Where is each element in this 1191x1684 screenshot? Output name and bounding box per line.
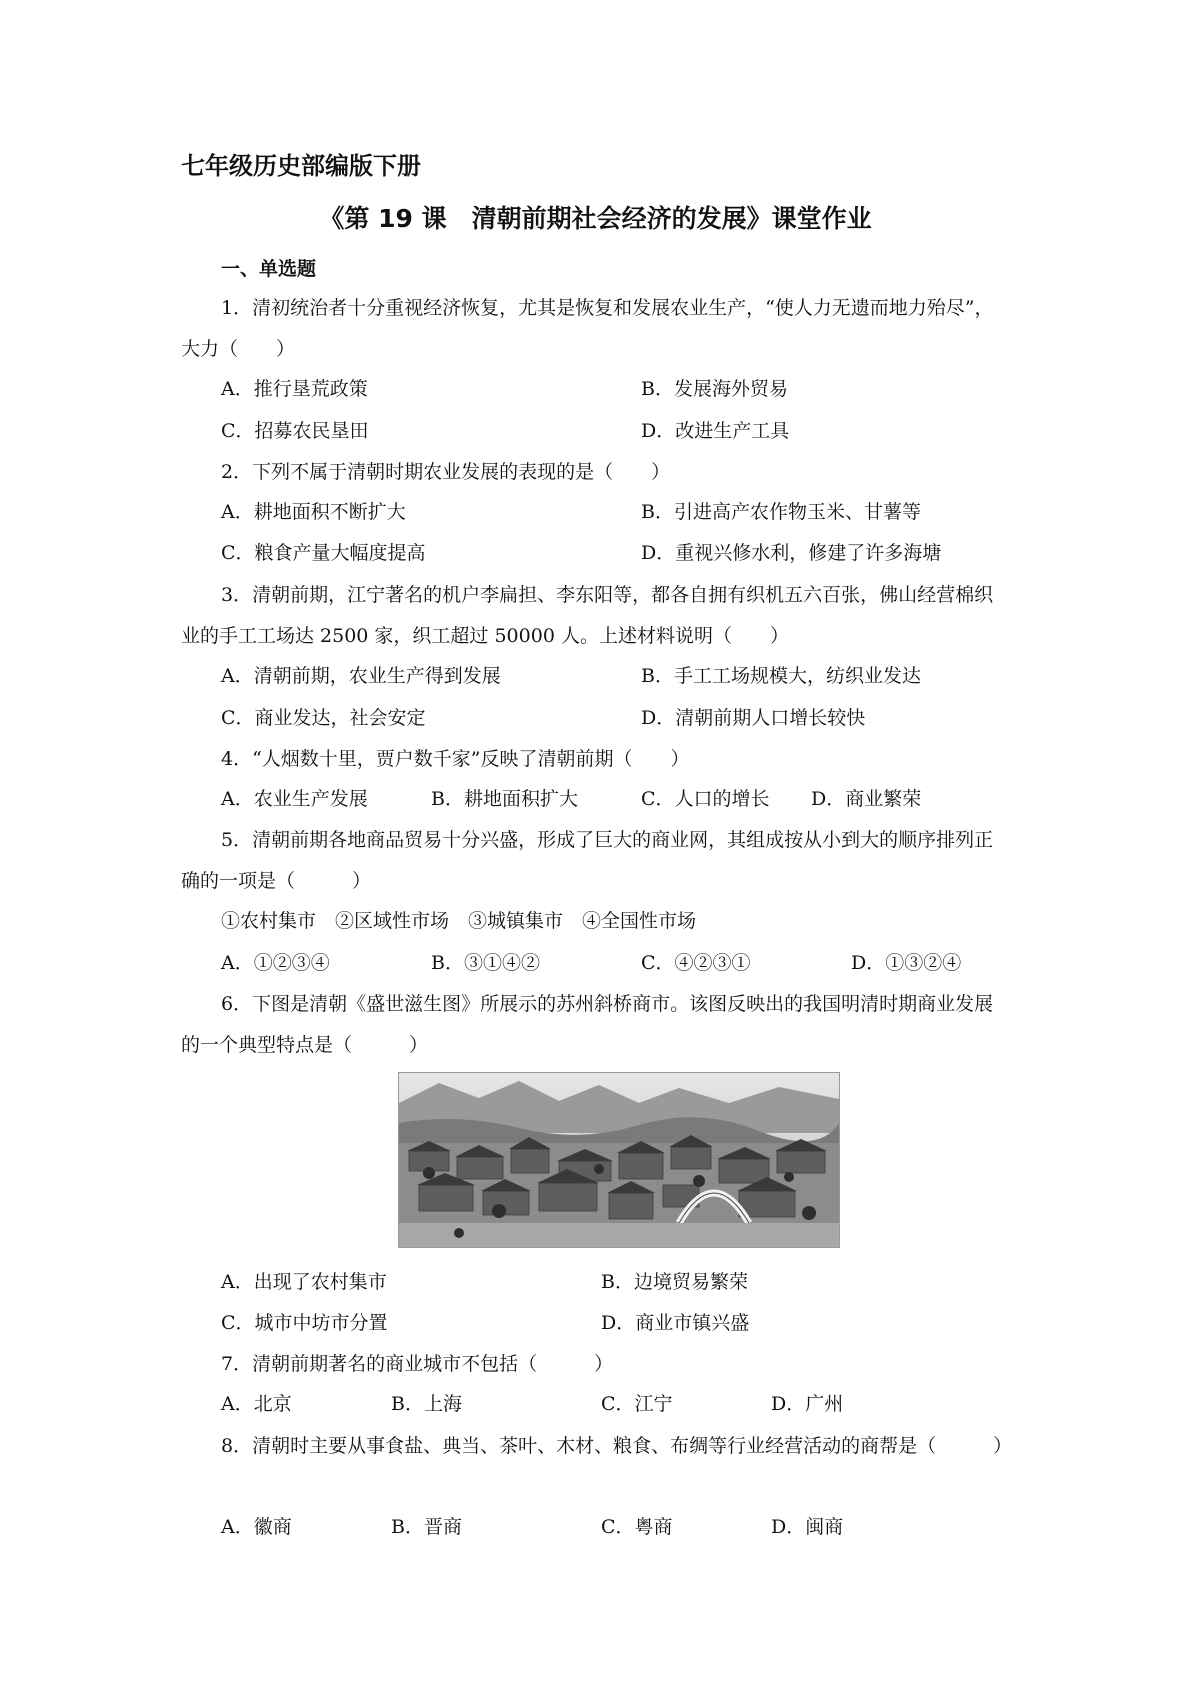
question-8-option-b: B．晋商 <box>391 1516 462 1538</box>
question-6-option-c: C．城市中坊市分置 <box>221 1312 388 1334</box>
question-8-option-c: C．粤商 <box>601 1516 673 1538</box>
question-6-text: 6．下图是清朝《盛世滋生图》所展示的苏州斜桥商市。该图反映出的我国明清时期商业发展的一个典型特点是（ ） <box>181 993 994 1056</box>
question-4-option-d: D．商业繁荣 <box>811 788 922 810</box>
question-8-option-d: D．闽商 <box>771 1516 844 1538</box>
question-5-option-b: B．③①④② <box>431 952 540 974</box>
question-4-text: 4．“人烟数十里，贾户数千家”反映了清朝前期（ ） <box>221 748 690 770</box>
question-7-option-d: D．广州 <box>771 1393 844 1415</box>
question-1-text: 1．清初统治者十分重视经济恢复，尤其是恢复和发展农业生产，“使人力无遗而地力殆尽”，大力（ ） <box>181 297 994 360</box>
question-1-option-b: B．发展海外贸易 <box>641 378 788 400</box>
question-8-option-a: A．徽商 <box>221 1516 292 1538</box>
suzhou-market-painting <box>398 1072 840 1248</box>
question-6-option-d: D．商业市镇兴盛 <box>601 1312 750 1334</box>
section-heading: 一、单选题 <box>221 258 317 280</box>
question-5-text: 5．清朝前期各地商品贸易十分兴盛，形成了巨大的商业网，其组成按从小到大的顺序排列正确的一项是（ ） <box>181 829 994 892</box>
question-1-option-d: D．改进生产工具 <box>641 420 790 442</box>
question-3-option-c: C．商业发达，社会安定 <box>221 707 426 729</box>
question-2-option-b: B．引进高产农作物玉米、甘薯等 <box>641 501 921 523</box>
question-6-option-b: B．边境贸易繁荣 <box>601 1271 748 1293</box>
question-5-option-a: A．①②③④ <box>221 952 330 974</box>
question-2-option-a: A．耕地面积不断扩大 <box>221 501 406 523</box>
question-3-text: 3．清朝前期，江宁著名的机户李扁担、李东阳等，都各自拥有织机五六百张，佛山经营棉织业的手工工场达 2500 家，织工超过 50000 人。上述材料说明（ ） <box>181 584 994 647</box>
question-5-statements: ①农村集市 ②区域性市场 ③城镇集市 ④全国性市场 <box>221 910 697 932</box>
question-8-text: 8．清朝时主要从事食盐、典当、茶叶、木材、粮食、布绸等行业经营活动的商帮是（ ） <box>221 1435 1013 1457</box>
question-7-option-c: C．江宁 <box>601 1393 673 1415</box>
page-title: 《第 19 课 清朝前期社会经济的发展》课堂作业 <box>319 204 872 233</box>
grade-header: 七年级历史部编版下册 <box>181 152 421 180</box>
question-3-option-b: B．手工工场规模大，纺织业发达 <box>641 665 921 687</box>
question-7-option-b: B．上海 <box>391 1393 462 1415</box>
question-1-option-c: C．招募农民垦田 <box>221 420 369 442</box>
question-5-option-d: D．①③②④ <box>851 952 962 974</box>
question-1-option-a: A．推行垦荒政策 <box>221 378 368 400</box>
question-7-text: 7．清朝前期著名的商业城市不包括（ ） <box>221 1353 614 1375</box>
question-5-option-c: C．④②③① <box>641 952 751 974</box>
question-7-option-a: A．北京 <box>221 1393 292 1415</box>
question-2-text: 2．下列不属于清朝时期农业发展的表现的是（ ） <box>221 461 671 483</box>
question-3-option-a: A．清朝前期，农业生产得到发展 <box>221 665 501 687</box>
question-4-option-c: C．人口的增长 <box>641 788 770 810</box>
question-3-option-d: D．清朝前期人口增长较快 <box>641 707 866 729</box>
question-2-option-d: D．重视兴修水利，修建了许多海塘 <box>641 542 942 564</box>
question-2-option-c: C．粮食产量大幅度提高 <box>221 542 426 564</box>
question-4-option-a: A．农业生产发展 <box>221 788 368 810</box>
question-4-option-b: B．耕地面积扩大 <box>431 788 578 810</box>
question-6-option-a: A．出现了农村集市 <box>221 1271 387 1293</box>
